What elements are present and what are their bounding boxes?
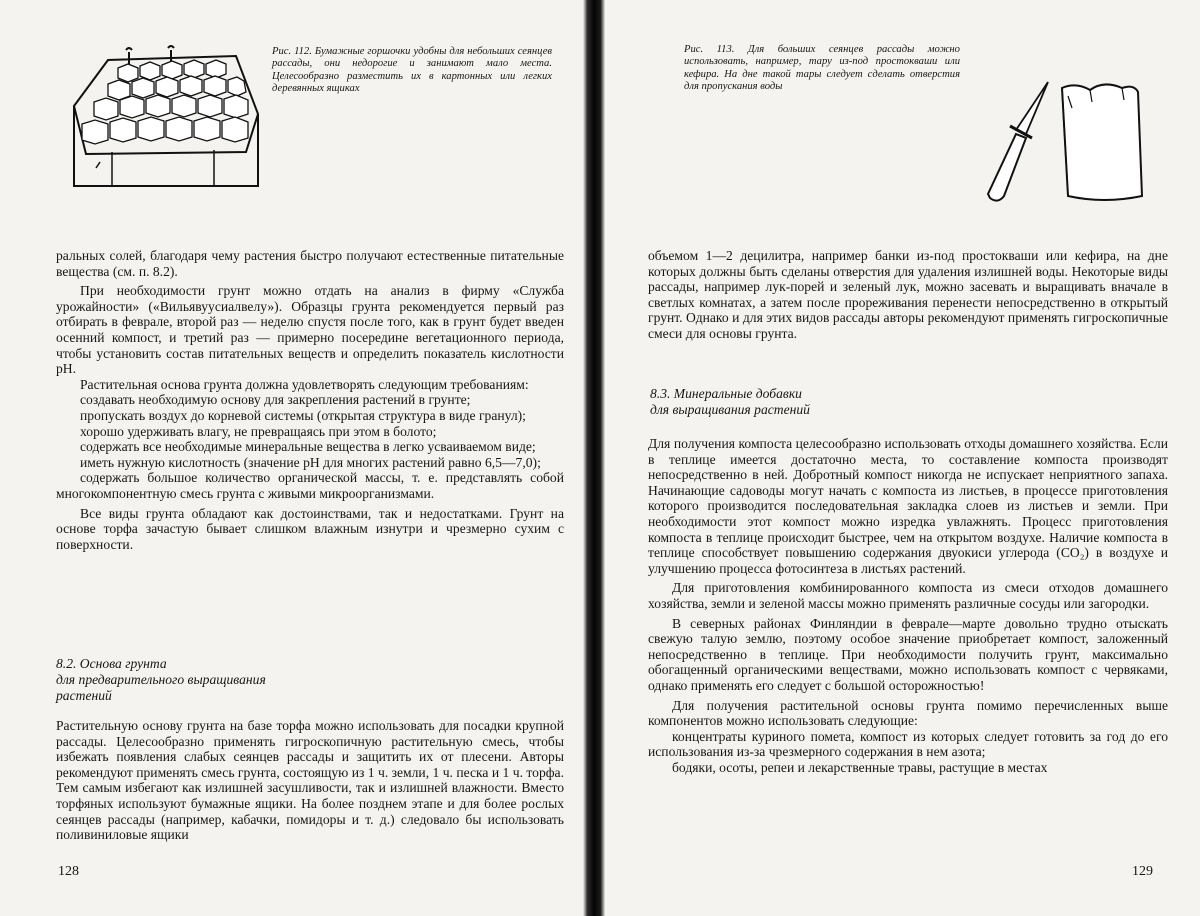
right-continuation-text [648,248,1168,342]
paragraph: Все виды грунта обладают как достоинствами, так и недостатками. Грунт на основе торфа зачастую бывает слишком влажным изнутри и чрезмерно сухим с поверхности. [56,506,564,553]
paragraph: ральных солей, благодаря чему растения быстро получают естественные питательные вещества (см. п. 8.2). [56,248,564,279]
paragraph: В северных районах Финляндии в феврале—марте довольно трудно отыскать свежую талую землю, поэтому особое значение приобретает компост, заложенный непосредственно в теплице. При необходимости получить грунт, максимально обогащенный органическими веществами, можно использовать компост с червяками, однако применять его следует с большой осторожностью! [648,616,1168,694]
section-8-2-heading [56,656,476,704]
right-main-text [648,436,1168,775]
paragraph: объемом 1—2 децилитра, например банки из-под простокваши или кефира, на дне которых должны быть сделаны отверстия для удаления излишней воды. Некоторые виды рассады, например лук-порей и зеленый лук, можно засевать и выращивать вначале в светлых комнатах, а затем после прореживания перенести непосредственно в открытый грунт. Однако и для этих видов рассады авторы рекомендуют применять гигроскопичные смеси для основы грунта. [648,248,1168,342]
figure-113-text: Для больших сеянцев рассады можно использовать, например, тару из-под простокваши или кефира. На дне такой тары следует сделать отверстия для пропускания воды [684,44,960,92]
figure-112-text: Бумажные горшочки удобны для небольших сеянцев рассады, они недорогие и занимают мало места. Целесообразно разместить их в картонных или легких деревянных ящиках [272,46,552,94]
paragraph: Для получения растительной основы грунта помимо перечисленных выше компонентов можно использовать следующие: [648,698,1168,729]
section-8-3-heading [650,386,1070,418]
figure-112-number: Рис. 112. [272,46,312,57]
paper-pots-tray-illustration [66,44,266,194]
figure-112-caption [272,46,552,96]
list-item: бодяки, осоты, репеи и лекарственные травы, растущие в местах [648,760,1168,776]
left-section-text [56,718,564,843]
list-item: содержать все необходимые минеральные вещества в легко усваиваемом виде; [56,439,564,455]
page-number-right: 129 [1132,864,1153,880]
list-item: хорошо удерживать влагу, не превращаясь при этом в болото; [56,424,564,440]
paragraph: Растительная основа грунта должна удовлетворять следующим требованиям: [56,377,564,393]
paragraph: Растительную основу грунта на базе торфа можно использовать для посадки крупной рассады. Целесообразно применять гигроскопичную растительную смесь, чтобы избежать появления слабых сеянцев рассады и защитить их от плесени. Авторы рекомендуют применять смесь грунта, состоящую из 1 ч. земли, 1 ч. песка и 1 ч. торфа. Тем самым избегают как излишней засушливости, так и излишней влажности. Вместо торфяных используют бумажные ящики. На более позднем этапе и для более рослых сеянцев рассады (например, кабачки, помидоры и т. д.) следовало бы использовать поливиниловые ящики [56,718,564,843]
figure-113-number: Рис. 113. [684,44,734,55]
section-title-line: растений [56,688,476,704]
list-item: создавать необходимую основу для закрепления растений в грунте; [56,392,564,408]
paragraph: При необходимости грунт можно отдать на анализ в фирму «Служба урожайности» («Вильявуусиалвелу»). Образцы грунта рекомендуется первый раз отбирать в феврале, второй раз — неделю спустя после того, как в грунт будет введен осенний компост, и третий раз — примерно посередине вегетационного периода, чтобы установить состав питательных веществ и определить показатель кислотности рН. [56,283,564,377]
list-item: пропускать воздух до корневой системы (открытая структура в виде гранул); [56,408,564,424]
section-title: Минеральные добавки [674,386,802,401]
section-title-line: для выращивания растений [650,402,1070,418]
page-number-left: 128 [58,864,79,880]
section-number: 8.3. [650,386,670,401]
paragraph: Для приготовления комбинированного компоста из смеси отходов домашнего хозяйства, земли и зеленой массы можно применять различные сосуды или загородки. [648,580,1168,611]
left-page [0,0,590,916]
list-item: содержать большое количество органической массы, т. е. представлять собой многокомпонентную смесь грунта с живыми микроорганизмами. [56,470,564,501]
list-item: иметь нужную кислотность (значение рН для многих растений равно 6,5—7,0); [56,455,564,471]
right-page [608,0,1200,916]
knife-and-container-illustration [964,68,1164,218]
section-number: 8.2. [56,656,76,671]
section-title-line: для предварительного выращивания [56,672,476,688]
list-item: концентраты куриного помета, компост из которых следует готовить за год до его использования из-за чрезмерного содержания в нем азота; [648,729,1168,760]
figure-113-caption [684,44,960,94]
left-main-text [56,248,564,552]
section-title: Основа грунта [80,656,167,671]
paragraph: Для получения компоста целесообразно использовать отходы домашнего хозяйства. Если в теплице имеется достаточно места, то составление компоста производят непосредственно в ней. Добротный компост никогда не испускает неприятного запаха. Начинающие садоводы могут начать с компоста из листьев, в процессе приготовления которого производится последовательная закладка слоев из листьев и земли. При необходимости этот компост можно изредка увлажнять. Процесс приготовления компоста в теплице происходит быстрее, чем на открытом воздухе. Наличие компоста в теплице способствует повышению содержания двуокиси углерода (CO₂) в воздухе и улучшению процесса фотосинтеза в листьях растений. [648,436,1168,576]
